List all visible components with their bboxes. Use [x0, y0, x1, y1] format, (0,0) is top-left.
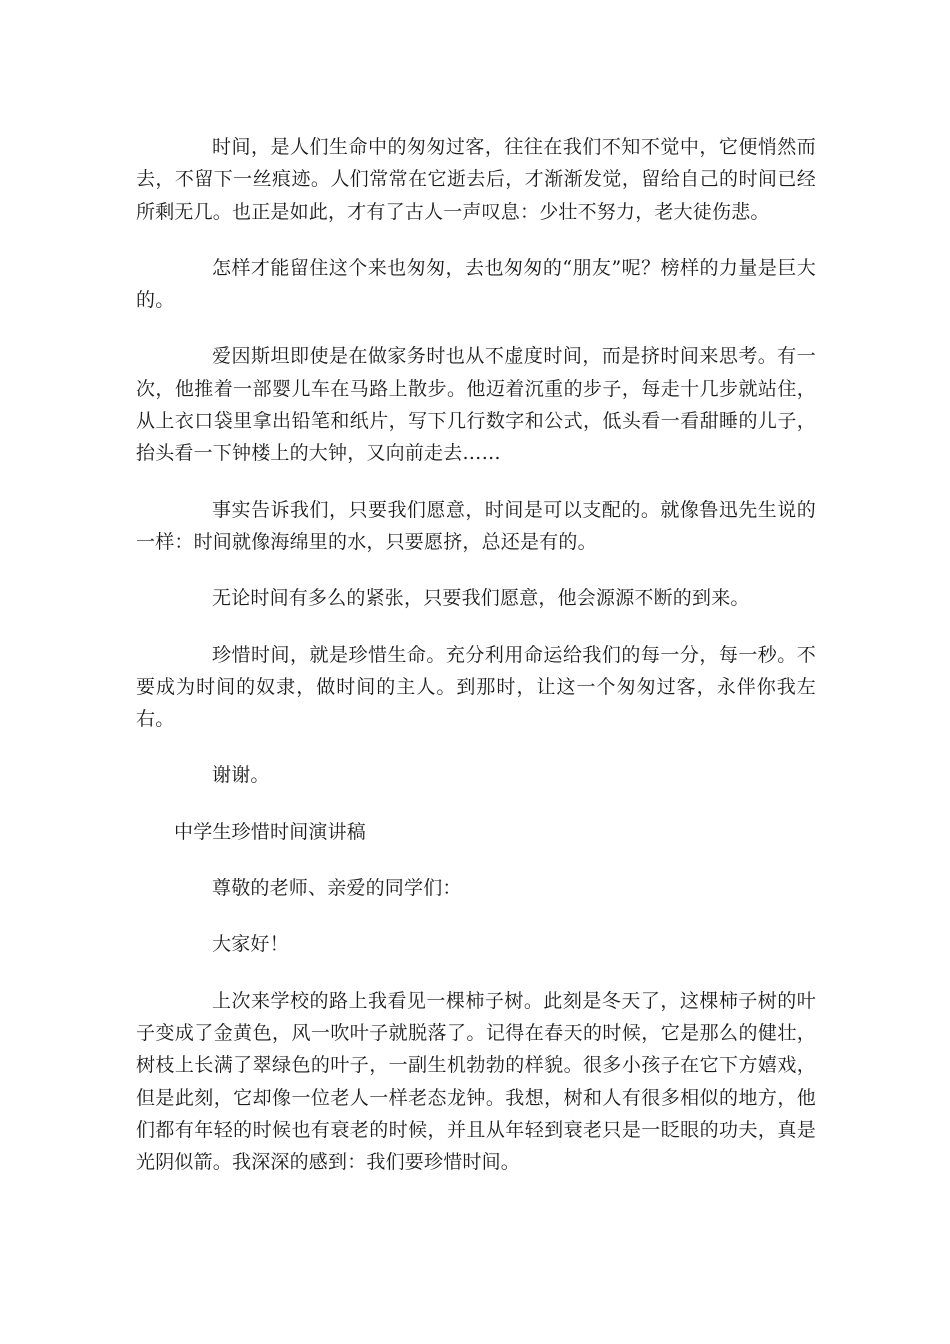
- paragraph-lu-xun-quote: 事实告诉我们，只要我们愿意，时间是可以支配的。就像鲁迅先生说的一样：时间就像海绵里的水，只要愿挤，总还是有的。: [136, 498, 816, 553]
- document-page: [136, 131, 816, 1178]
- paragraph-thanks: 谢谢。: [212, 764, 270, 787]
- paragraph-cherish-life: 珍惜时间，就是珍惜生命。充分利用命运给我们的每一分，每一秒。不要成为时间的奴隶，做时间的主人。到那时，让这一个匆匆过客，永伴你我左右。: [136, 643, 816, 731]
- paragraph-salutation: 尊敬的老师、亲爱的同学们：: [212, 877, 462, 900]
- paragraph-einstein-story: 爱因斯坦即使是在做家务时也从不虚度时间，而是挤时间来思考。有一次，他推着一部婴儿车在马路上散步。他迈着沉重的步子，每走十几步就站住，从上衣口袋里拿出铅笔和纸片，写下几行数字和公式，低头看一看甜睡的儿子，抬头看一下钟楼上的大钟，又向前走去……: [136, 345, 816, 465]
- paragraph-how-to-keep-time: 怎样才能留住这个来也匆匆，去也匆匆的“朋友”呢？榜样的力量是巨大的。: [136, 256, 816, 312]
- paragraph-time-passing: 时间，是人们生命中的匆匆过客，往往在我们不知不觉中，它便悄然而去，不留下一丝痕迹。人们常常在它逝去后，才渐渐发觉，留给自己的时间已经所剩无几。也正是如此，才有了古人一声叹息：少壮不努力，老大徒伤悲。: [136, 136, 816, 223]
- paragraph-persimmon-tree: 上次来学校的路上我看见一棵柿子树。此刻是冬天了，这棵柿子树的叶子变成了金黄色，风一吹叶子就脱落了。记得在春天的时候，它是那么的健壮，树枝上长满了翠绿色的叶子，一副生机勃勃的样貌。很多小孩子在它下方嬉戏，但是此刻，它却像一位老人一样老态龙钟。我想，树和人有很多相似的地方，他们都有年轻的时候也有衰老的时候，并且从年轻到衰老只是一眨眼的功夫，真是光阴似箭。我深深的感到：我们要珍惜时间。: [136, 989, 816, 1174]
- paragraph-time-keeps-coming: 无论时间有多么的紧张，只要我们愿意，他会源源不断的到来。: [212, 587, 750, 610]
- speech-title: 中学生珍惜时间演讲稿: [174, 820, 367, 843]
- paragraph-greeting: 大家好！: [212, 933, 289, 956]
